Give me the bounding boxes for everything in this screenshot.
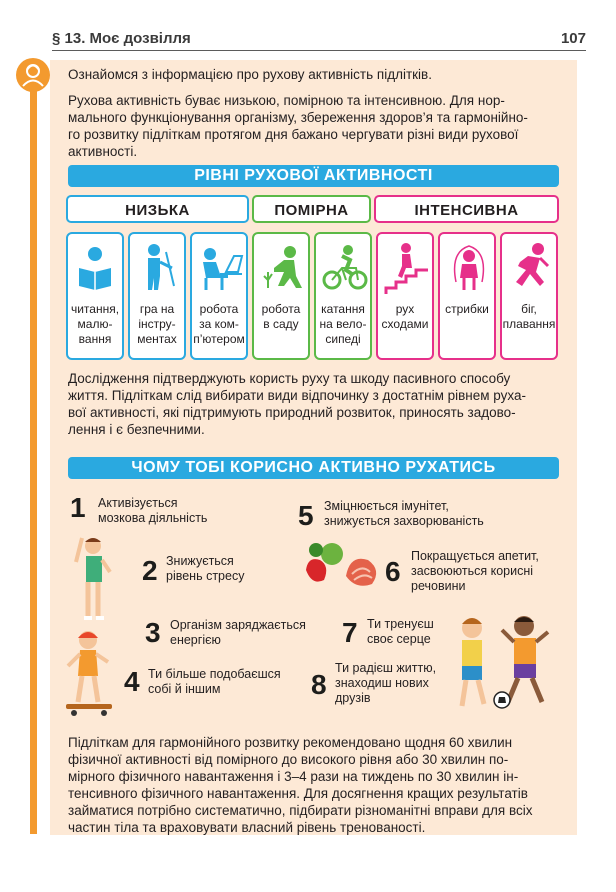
- benefit-number: 7: [342, 617, 358, 648]
- text-line: мального функціонування організму, збереження здоров’я та гармонійно-: [68, 110, 528, 125]
- violin-icon: [136, 242, 178, 292]
- text-line: знижується захворюваність: [324, 514, 484, 528]
- text-line: займатися потрібно систематично, підбирати різноманітні вправи для всіх: [68, 803, 533, 818]
- label-line: ментах: [137, 332, 177, 346]
- label-line: робота: [199, 302, 239, 316]
- text-line: тенсивного фізичного навантаження. Для досягнення кращих результатів: [68, 786, 528, 801]
- text-line: Організм заряджається: [170, 618, 306, 632]
- level-moderate: ПОМІРНА: [252, 195, 371, 223]
- page-number: 107: [560, 30, 586, 47]
- left-accent-bar: [30, 72, 37, 834]
- benefit-number: 5: [298, 500, 314, 531]
- label-line: в саду: [263, 317, 299, 331]
- text-line: го розвитку підліткам протягом дня бажано чергувати різні види рухової: [68, 127, 519, 142]
- soccer-boys-illustration: [444, 608, 556, 714]
- benefit-number: 2: [142, 555, 158, 586]
- text-line: знаходиш нових: [335, 676, 429, 690]
- benefit-text: [367, 617, 434, 647]
- level-intense: ІНТЕНСИВНА: [374, 195, 559, 223]
- text-line: Покращується апетит,: [411, 549, 539, 563]
- activity-label: [440, 302, 494, 317]
- teacher-avatar-icon: [16, 58, 50, 92]
- levels-title-banner: РІВНІ РУХОВОЇ АКТИВНОСТІ: [68, 165, 559, 187]
- label-line: читання,: [70, 302, 120, 316]
- text-line: мірного фізичного навантаження і 3–4 рази на тиждень по 30 хвилин ін-: [68, 769, 519, 784]
- text-line: Підліткам для гармонійного розвитку рекомендовано щодня 60 хвилин: [68, 735, 513, 750]
- label-line: рух: [395, 302, 415, 316]
- stretching-girl-illustration: [72, 532, 114, 624]
- benefit-number: 6: [385, 556, 401, 587]
- text-line: частин тіла та враховувати власний рівень тренованості.: [68, 820, 426, 835]
- activity-card-reading: [66, 232, 124, 360]
- activity-label: [316, 302, 370, 347]
- benefits-title-banner: ЧОМУ ТОБІ КОРИСНО АКТИВНО РУХАТИСЬ: [68, 457, 559, 479]
- conclusion-paragraph: [68, 734, 559, 836]
- activity-label: [378, 302, 432, 332]
- label-line: біг,: [521, 302, 537, 316]
- bicycle-icon: [322, 242, 368, 292]
- label-line: п’ютером: [193, 332, 245, 346]
- label-line: на вело-: [319, 317, 367, 331]
- label-line: інстру-: [138, 317, 176, 331]
- text-line: Ти радієш життю,: [335, 661, 437, 675]
- text-line: рівень стресу: [166, 569, 245, 583]
- benefit-text: [170, 618, 306, 648]
- jump-rope-icon: [446, 242, 492, 294]
- stairs-icon: [384, 242, 430, 296]
- activity-card-gardening: [252, 232, 310, 360]
- text-line: Зміцнюється імунітет,: [324, 499, 449, 513]
- text-line: засвоюються корисні: [411, 564, 534, 578]
- text-line: своє серце: [367, 632, 431, 646]
- benefit-number: 8: [311, 669, 327, 700]
- label-line: сходами: [381, 317, 429, 331]
- skateboarding-girl-illustration: [64, 628, 116, 718]
- text-line: Рухова активність буває низькою, помірною та інтенсивною. Для нор-: [68, 93, 505, 108]
- benefit-text: [166, 554, 244, 584]
- reading-icon: [74, 242, 116, 292]
- label-line: катання: [321, 302, 365, 316]
- intro-line: Ознайомся з інформацією про рухову активність підлітків.: [68, 67, 432, 82]
- benefit-text: [324, 499, 484, 529]
- activity-card-computer: [190, 232, 248, 360]
- page-header: [52, 30, 586, 51]
- label-line: стрибки: [445, 302, 489, 316]
- text-line: собі й іншим: [148, 682, 221, 696]
- running-icon: [508, 242, 554, 292]
- benefit-text: [411, 549, 539, 594]
- label-line: малю-: [77, 317, 113, 331]
- activity-card-running: [500, 232, 558, 360]
- label-line: гра на: [139, 302, 175, 316]
- text-line: Ти тренуєш: [367, 617, 434, 631]
- intro-paragraph: [68, 92, 559, 160]
- text-line: мозкова діяльність: [98, 511, 208, 525]
- activity-card-bicycle: [314, 232, 372, 360]
- computer-icon: [198, 242, 244, 292]
- activity-label: [192, 302, 246, 347]
- text-line: життя. Підліткам слід вибирати види відпочинку з достатнім рівнем руха-: [68, 388, 526, 403]
- text-line: лення і є безпечними.: [68, 422, 205, 437]
- label-line: вання: [78, 332, 112, 346]
- benefit-text: [148, 667, 281, 697]
- text-line: речовини: [411, 579, 466, 593]
- label-line: плавання: [502, 317, 556, 331]
- text-line: друзів: [335, 691, 371, 705]
- activity-card-jumping: [438, 232, 496, 360]
- text-line: активності.: [68, 144, 138, 159]
- label-line: робота: [261, 302, 301, 316]
- activity-label: [130, 302, 184, 347]
- gardening-icon: [260, 242, 304, 292]
- benefit-number: 1: [70, 492, 86, 523]
- activity-card-violin: [128, 232, 186, 360]
- benefit-text: [98, 496, 207, 526]
- text-line: фізичної активності від помірного до високого рівня або 30 хвилин по-: [68, 752, 509, 767]
- label-line: за ком-: [199, 317, 239, 331]
- benefit-number: 4: [124, 666, 140, 697]
- section-title: § 13. Моє дозвілля: [52, 30, 191, 47]
- label-line: сипеді: [325, 332, 361, 346]
- activity-label: [502, 302, 556, 332]
- healthy-food-illustration: [302, 540, 382, 590]
- benefit-number: 3: [145, 617, 161, 648]
- text-line: вої активності, які підтримують природний розвиток, приносять задово-: [68, 405, 516, 420]
- activity-card-stairs: [376, 232, 434, 360]
- research-paragraph: [68, 370, 559, 438]
- level-low: НИЗЬКА: [66, 195, 249, 223]
- text-line: Знижується: [166, 554, 234, 568]
- text-line: Дослідження підтверджують користь руху та шкоду пасивного способу: [68, 371, 511, 386]
- benefit-text: [335, 661, 436, 706]
- activity-label: [254, 302, 308, 332]
- text-line: Ти більше подобаєшся: [148, 667, 281, 681]
- text-line: Активізується: [98, 496, 178, 510]
- activity-label: [68, 302, 122, 347]
- text-line: енергією: [170, 633, 221, 647]
